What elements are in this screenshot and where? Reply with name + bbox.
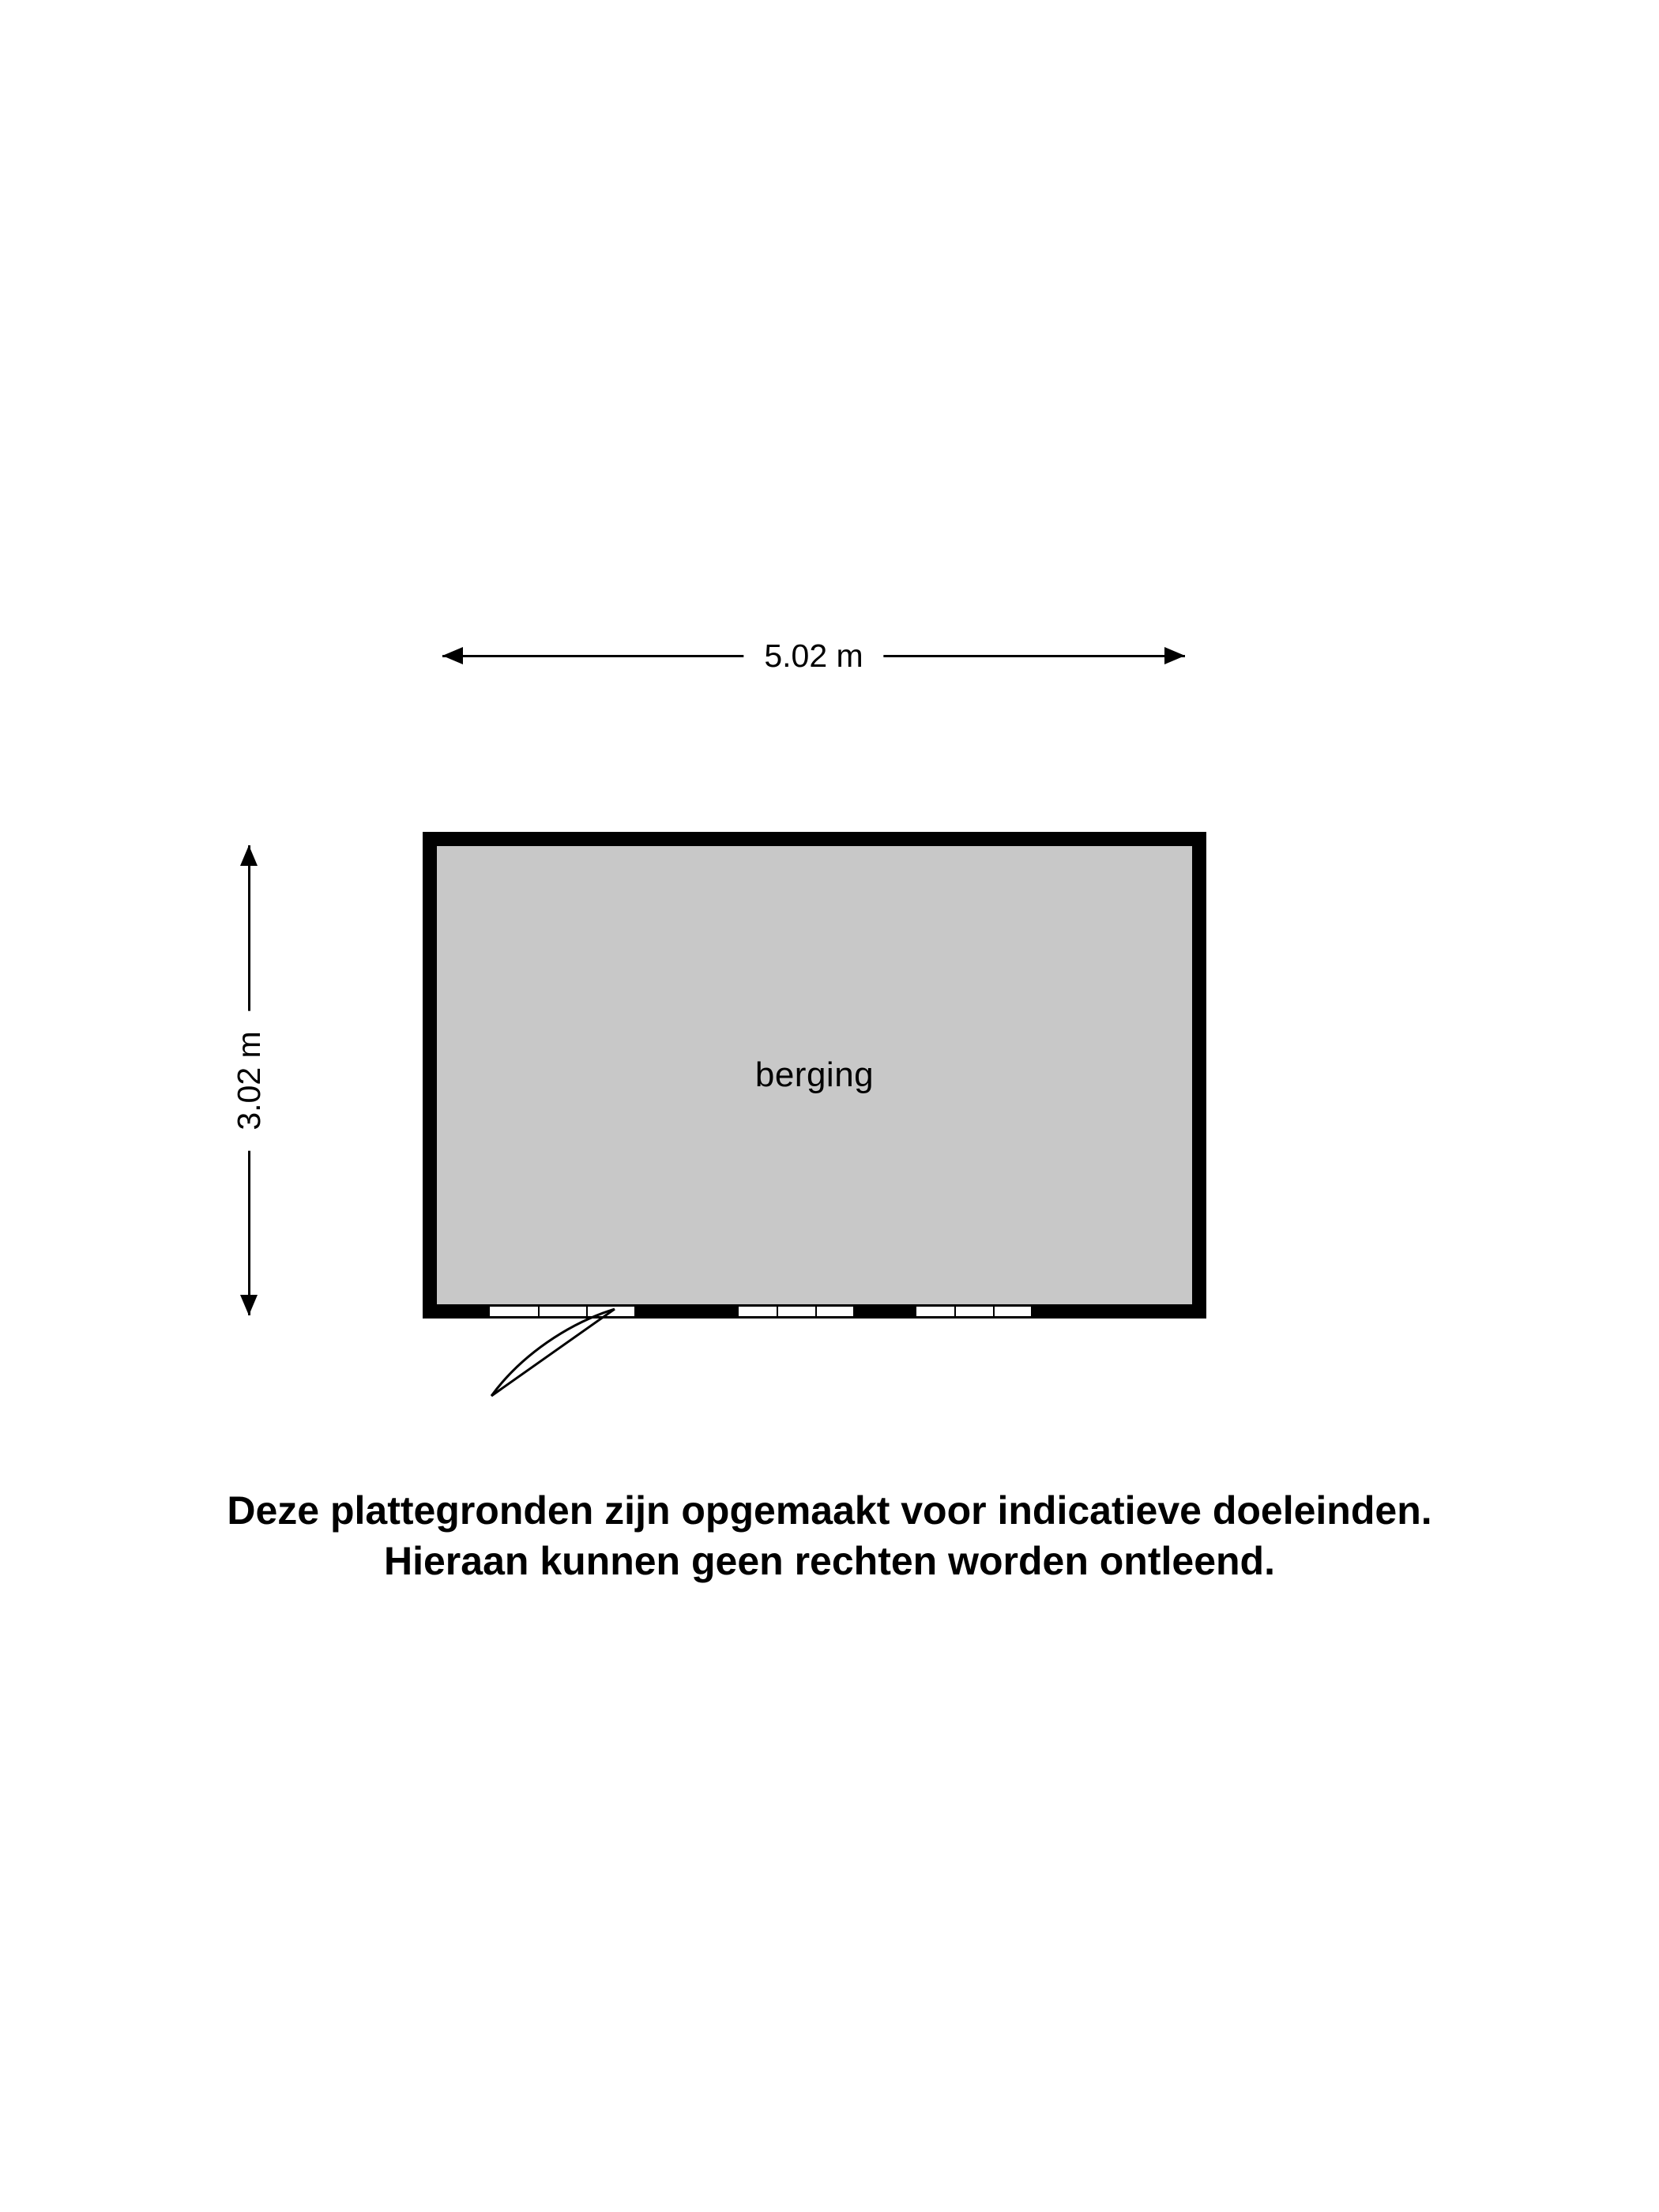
arrow-left-icon	[442, 647, 463, 664]
room-label: berging	[754, 1055, 875, 1094]
room-floor-fill	[437, 846, 1192, 1304]
window-mullion	[954, 1304, 956, 1319]
window-opening-2	[739, 1304, 853, 1319]
dimension-width-label: 5.02 m	[743, 636, 883, 675]
window-mullion	[993, 1304, 995, 1319]
dimension-height-label: 3.02 m	[229, 1010, 269, 1150]
arrow-down-icon	[240, 1295, 258, 1315]
dimension-width	[442, 636, 1185, 675]
window-mullion	[815, 1304, 817, 1319]
disclaimer-text	[0, 1485, 1659, 1586]
dimension-height	[229, 845, 269, 1315]
door-swing-icon	[474, 1307, 632, 1402]
arrow-up-icon	[240, 845, 258, 866]
room-berging	[423, 832, 1206, 1319]
disclaimer-line-2: Hieraan kunnen geen rechten worden ontleend.	[384, 1539, 1275, 1583]
arrow-right-icon	[1164, 647, 1185, 664]
window-opening-3	[916, 1304, 1031, 1319]
window-mullion	[777, 1304, 778, 1319]
disclaimer-line-1: Deze plattegronden zijn opgemaakt voor indicatieve doeleinden.	[227, 1488, 1432, 1533]
